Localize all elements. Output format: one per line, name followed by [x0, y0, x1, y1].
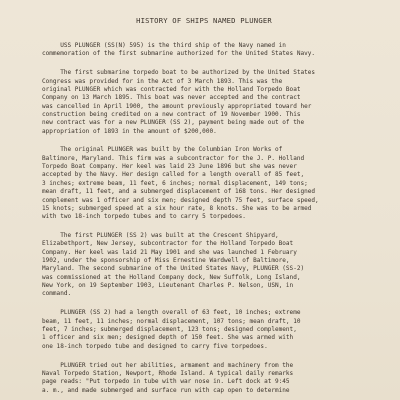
text-line: The first PLUNGER (SS 2) was built at the Crescent Shipyard, [42, 232, 279, 240]
text-line: a. m., and made submerged and surface run with cap open to determine [42, 386, 290, 394]
document-body [42, 42, 366, 395]
text-line: PLUNGER (SS 2) had a length overall of 63 feet, 10 inches; extreme [42, 309, 301, 317]
text-line: Baltimore, Maryland. This firm was a subcontractor for the J. P. Holland [42, 154, 305, 162]
text-line: Company. Her keel was laid 21 May 1901 and she was launched 1 February [42, 248, 297, 256]
text-line: Congress was provided for in the Act of 3 March 1893. This was the [42, 77, 283, 85]
paragraph [42, 362, 366, 395]
text-line: Naval Torpedo Station, Newport, Rhode Island. A typical daily remarks [42, 369, 294, 377]
text-line: PLUNGER tried out her abilities, armament and machinery from the [42, 361, 294, 369]
paragraph [42, 232, 366, 299]
text-line: mean draft, 11 feet, and a submerged displacement of 168 tons. Her designed [42, 188, 316, 196]
text-line: The first submarine torpedo boat to be authorized by the United States [42, 69, 316, 77]
text-line: was cancelled in April 1900, the amount previously appropriated toward her [42, 102, 312, 110]
text-line: New York, on 19 September 1903, Lieutenant Charles P. Nelson, USN, in [42, 282, 294, 290]
text-line: complement was 1 officer and six men; designed depth 75 feet, surface speed, [42, 196, 319, 204]
text-line: appropriation of 1893 in the amount of $200,000. [42, 127, 217, 135]
text-line: 1 officer and six men; designed depth of 150 feet. She was armed with [42, 334, 294, 342]
text-line: original PLUNGER which was contracted for with the Holland Torpedo Boat [42, 85, 301, 93]
text-line: with two 18-inch torpedo tubes and to carry 5 torpedoes. [42, 213, 246, 221]
text-line: beam, 11 feet, 11 inches; normal displacement, 107 tons; mean draft, 10 [42, 317, 301, 325]
text-line: 3 inches; extreme beam, 11 feet, 6 inches; normal displacement, 149 tons; [42, 179, 308, 187]
text-line: 15 knots; submerged speed at a six hour rate, 8 knots. She was to be armed [42, 204, 312, 212]
paragraph [42, 69, 366, 136]
paragraph [42, 42, 366, 59]
text-line: Maryland. The second submarine of the United States Navy, PLUNGER (SS-2) [42, 265, 305, 273]
text-line: 1902, under the sponsorship of Miss Ernestine Wardwell of Baltimore, [42, 257, 290, 265]
text-line: was commissioned at the Holland Company dock, New Suffolk, Long Island, [42, 273, 301, 281]
text-line: new contract was for a new PLUNGER (SS 2), payment being made out of the [42, 119, 305, 127]
text-line: Elizabethport, New Jersey, subcontractor for the Holland Torpedo Boat [42, 240, 294, 248]
text-line: Torpedo Boat Company. Her keel was laid 23 June 1896 but she was never [42, 163, 297, 171]
text-line: The original PLUNGER was built by the Columbian Iron Works of [42, 146, 283, 154]
paragraph [42, 146, 366, 221]
text-line: construction being credited on a new contract of 19 November 1900. This [42, 110, 301, 118]
text-line: Company on 13 March 1895. This boat was never accepted and the contract [42, 94, 301, 102]
text-line: USS PLUNGER (SS(N) 595) is the third ship of the Navy named in [42, 42, 286, 49]
text-line: command. [42, 290, 72, 298]
paragraph [42, 309, 366, 351]
text-line: commemoration of the first submarine authorized for the United States Navy. [42, 50, 316, 58]
text-line: one 18-inch torpedo tube and designed to carry five torpedoes. [42, 342, 268, 350]
page-title: HISTORY OF SHIPS NAMED PLUNGER [136, 16, 272, 25]
text-line: feet, 7 inches; submerged displacement, 123 tons; designed complement, [42, 325, 297, 333]
text-line: accepted by the Navy. Her design called for a length overall of 85 feet, [42, 171, 305, 179]
text-line: page reads: "Put torpedo in tube with war nose in. Left dock at 9:45 [42, 378, 290, 386]
